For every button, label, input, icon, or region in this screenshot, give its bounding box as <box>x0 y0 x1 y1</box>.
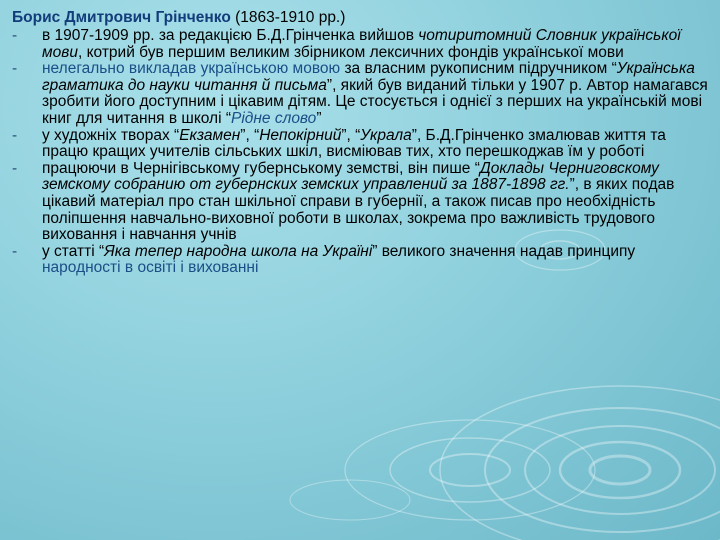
bullet-text-run: Яка тепер народна школа на Україні <box>104 242 373 260</box>
bullet-text-run: нелегально викладав українською мовою <box>42 60 341 78</box>
bullet-text-run: , котрий був першим великим збірником лексичних фондів української мови <box>77 43 624 61</box>
bullet-marker: - <box>12 60 18 78</box>
slide-content <box>12 8 712 277</box>
bullet-item <box>12 128 712 161</box>
bullet-text-run: за власним рукописним підручником “ <box>340 60 617 78</box>
heading-name: Борис Дмитрович Грінченко <box>12 9 231 26</box>
bullet-text-run: у художніх творах “ <box>42 126 180 144</box>
heading-years: (1863-1910 рр.) <box>230 9 346 26</box>
bullet-item <box>12 161 712 244</box>
bullet-text-run: ” великого значення надав принципу <box>372 242 636 260</box>
bullet-item <box>12 28 712 61</box>
bullet-marker: - <box>12 242 18 260</box>
bullet-text-run: Украла <box>360 126 412 144</box>
bullet-text-run: ”, який був виданий тільки у 1907 р. Автор намагався зробити його доступним і цікавим дітям. Це стосується і однієї з перших на українській мові книг для читання в школі “ <box>42 76 708 127</box>
bullet-list <box>12 28 712 277</box>
bullet-text-run: ” <box>316 109 322 127</box>
bullet-text-run: Непокірний <box>259 126 342 144</box>
bullet-text-run: ”, “ <box>240 126 260 144</box>
bullet-text-run: в 1907-1909 рр. за редакцією Б.Д.Грінченка вийшов <box>42 27 419 44</box>
bullet-marker: - <box>12 159 18 177</box>
bullet-text-run: народності в освіті і вихованні <box>42 259 259 277</box>
bullet-text-run: у статті “ <box>42 242 105 260</box>
bullet-text-run: ”, в яких подав цікавий матеріал про стан шкільної справи в губернії, а також писав про необхідність поліпшення навчально-виховної роботи в школах, зокрема про важливість трудового виховання і навчання учнів <box>42 176 675 244</box>
bullet-text-run: чотиритомний Словник української мови <box>42 27 681 61</box>
bullet-text-run: Українська граматика до науки читання й письма <box>42 60 695 94</box>
bullet-text-run: Доклады Черниговскому земскому собранию от губернских земских управлений за 1887-1898 гг. <box>42 159 659 194</box>
slide-heading <box>12 8 712 27</box>
bullet-text-run: Рідне слово <box>231 109 317 127</box>
bullet-marker: - <box>12 126 18 144</box>
bullet-item <box>12 244 712 277</box>
bullet-item <box>12 61 712 127</box>
bullet-text-run: працюючи в Чернігівському губернському земстві, він пише “ <box>42 159 480 177</box>
bullet-text-run: ”, Б.Д.Грінченко змалював життя та працю кращих учителів сільських шкіл, висміював тих, хто перешкоджав їм у роботі <box>42 126 666 161</box>
bullet-text-run: ”, “ <box>341 126 361 144</box>
bullet-text-run: Екзамен <box>179 126 241 144</box>
bullet-marker: - <box>12 27 18 44</box>
